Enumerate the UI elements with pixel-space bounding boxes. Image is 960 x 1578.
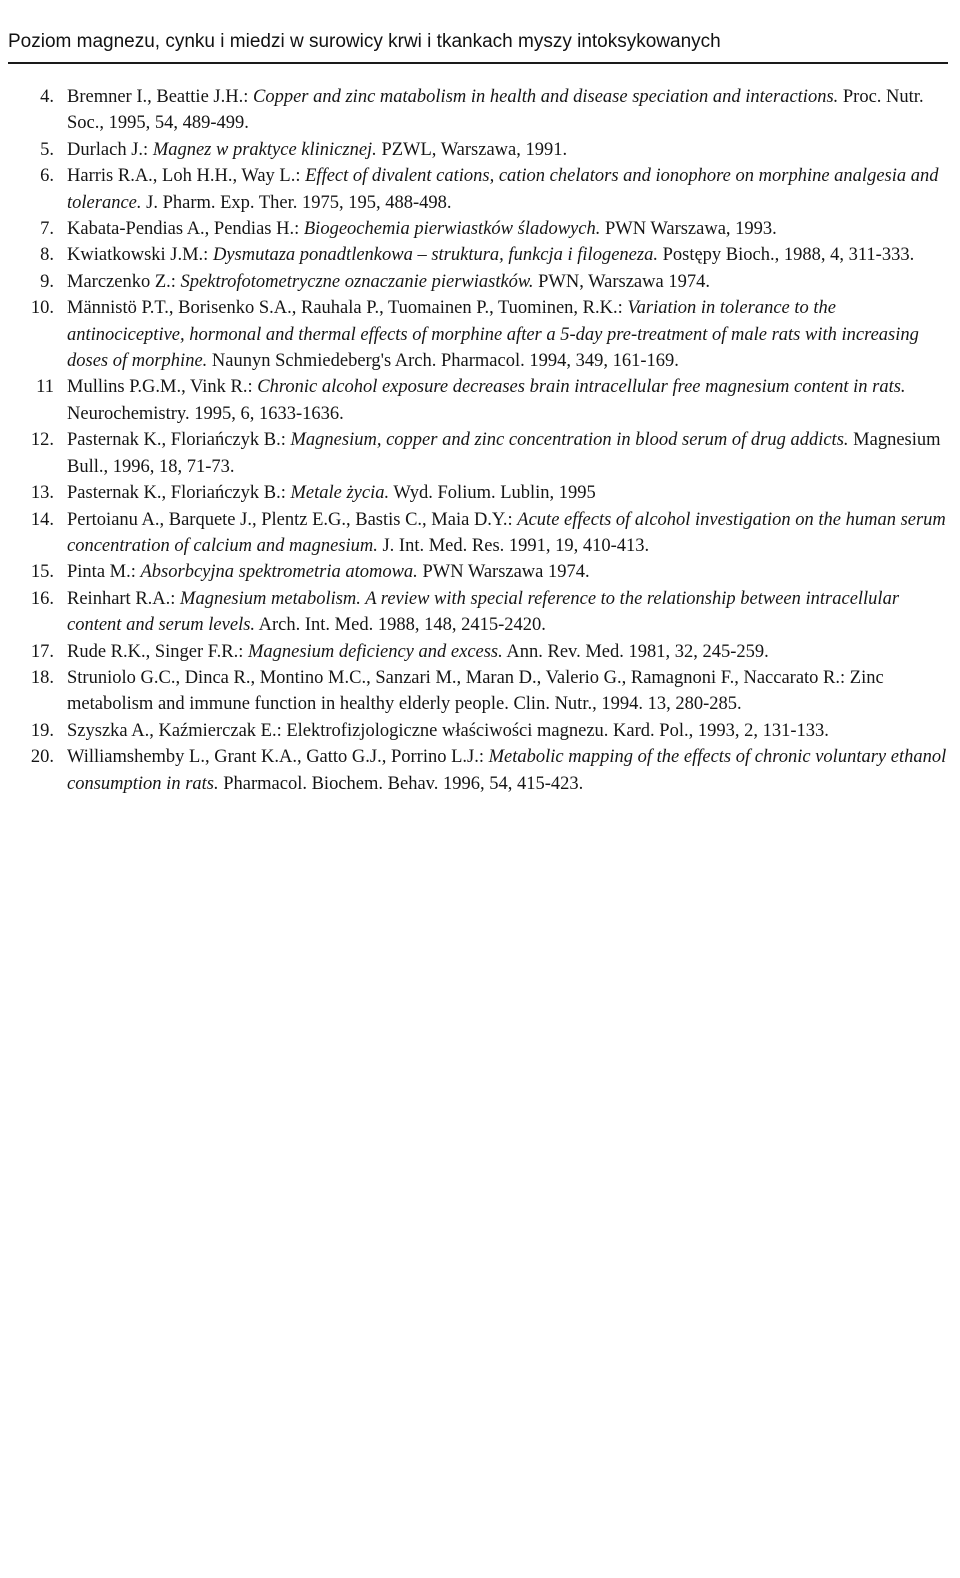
reference-source: Magnesium Bull., 1996, 18, 71-73. (67, 430, 941, 477)
reference-number: 12. (30, 430, 54, 451)
running-header: Poziom magnezu, cynku i miedzi w surowicy krwi i tkankach myszy intoksykowanych (8, 31, 721, 52)
reference-title: Absorbcyjna spektrometria atomowa. (140, 562, 418, 583)
reference-item (20, 480, 950, 506)
reference-number: 15. (30, 562, 54, 583)
reference-source: Neurochemistry. 1995, 6, 1633-1636. (67, 403, 344, 424)
reference-item (20, 216, 950, 242)
reference-authors: Durlach J.: (67, 139, 153, 160)
reference-authors: Rude R.K., Singer F.R.: (67, 641, 248, 662)
reference-item (20, 374, 950, 427)
reference-source: Pharmacol. Biochem. Behav. 1996, 54, 415-423. (218, 773, 584, 794)
reference-source: Arch. Int. Med. 1988, 148, 2415-2420. (255, 615, 546, 636)
reference-title: Magnez w praktyce klinicznej. (152, 139, 377, 160)
reference-list (20, 84, 950, 797)
reference-source: Naunyn Schmiedeberg's Arch. Pharmacol. 1994, 349, 161-169. (207, 351, 679, 372)
reference-title: Spektrofotometryczne oznaczanie pierwiastków. (180, 271, 534, 292)
reference-item (20, 84, 950, 137)
reference-title: Effect of divalent cations, cation chelators and ionophore on morphine analgesia and tolerance. (67, 166, 939, 213)
reference-title: Biogeochemia pierwiastków śladowych. (303, 219, 601, 240)
reference-item (20, 744, 950, 797)
reference-number: 18. (30, 667, 54, 688)
reference-number: 19. (30, 720, 54, 741)
reference-item (20, 639, 950, 665)
reference-title: Metabolic mapping of the effects of chronic voluntary ethanol consumption in rats. (67, 747, 947, 794)
reference-item (20, 665, 950, 718)
reference-number: 8. (40, 245, 54, 266)
reference-number: 16. (30, 588, 54, 609)
reference-authors: Harris R.A., Loh H.H., Way L.: (67, 166, 306, 187)
reference-authors: Mullins P.G.M., Vink R.: (67, 377, 258, 398)
reference-source: Proc. Nutr. Soc., 1995, 54, 489-499. (67, 87, 924, 134)
reference-item (20, 137, 950, 163)
reference-item (20, 507, 950, 560)
reference-title: Dysmutaza ponadtlenkowa – struktura, funkcja i filogeneza. (212, 245, 658, 266)
reference-title: Copper and zinc matabolism in health and disease speciation and interactions. (252, 87, 839, 107)
reference-title: Magnesium deficiency and excess. (247, 641, 503, 662)
header-rule (8, 62, 948, 64)
reference-authors: Kabata-Pendias A., Pendias H.: (67, 219, 304, 240)
reference-authors: Pasternak K., Floriańczyk B.: (67, 430, 291, 451)
reference-number: 13. (30, 483, 54, 504)
reference-item (20, 163, 950, 216)
reference-source: J. Int. Med. Res. 1991, 19, 410-413. (377, 535, 650, 556)
reference-title: Variation in tolerance to the antinociceptive, hormonal and thermal effects of morphine after a 5-day pre-treatment of male rats with increasing doses of morphine. (67, 298, 919, 372)
reference-number: 20. (30, 747, 54, 768)
reference-authors: Reinhart R.A.: (67, 588, 181, 609)
reference-authors: Pinta M.: (67, 562, 141, 583)
reference-number: 5. (40, 139, 54, 160)
reference-authors: Struniolo G.C., Dinca R., Montino M.C., Sanzari M., Maran D., Valerio G., Ramagnoni F., Naccarato R.: Zinc metabolism and immune function in healthy elderly people. Clin. Nutr., 1994. 13, 280-285. (67, 667, 884, 715)
reference-item (20, 586, 950, 639)
reference-title: Magnesium metabolism. A review with special reference to the relationship between intracellular content and serum levels. (67, 588, 900, 636)
reference-item (20, 718, 950, 744)
reference-title: Acute effects of alcohol investigation on the human serum concentration of calcium and magnesium. (67, 509, 946, 556)
reference-authors: Pasternak K., Floriańczyk B.: (67, 483, 291, 504)
reference-number: 9. (40, 271, 54, 292)
reference-number: 14. (30, 509, 54, 530)
reference-authors: Pertoianu A., Barquete J., Plentz E.G., Bastis C., Maia D.Y.: (67, 509, 518, 530)
reference-item (20, 427, 950, 480)
reference-source: Ann. Rev. Med. 1981, 32, 245-259. (502, 641, 769, 662)
reference-item (20, 269, 950, 295)
reference-authors: Männistö P.T., Borisenko S.A., Rauhala P., Tuomainen P., Tuominen, R.K.: (67, 298, 628, 319)
reference-title: Metale życia. (290, 483, 390, 504)
reference-authors: Bremner I., Beattie J.H.: (67, 87, 253, 107)
reference-number: 11 (36, 377, 54, 398)
reference-source: PWN Warszawa, 1993. (600, 219, 777, 240)
reference-authors: Williamshemby L., Grant K.A., Gatto G.J., Porrino L.J.: (67, 747, 489, 768)
reference-source: J. Pharm. Exp. Ther. 1975, 195, 488-498. (141, 192, 452, 213)
reference-number: 17. (30, 641, 54, 662)
reference-source: PZWL, Warszawa, 1991. (376, 139, 568, 160)
reference-source: Wyd. Folium. Lublin, 1995 (389, 483, 596, 504)
reference-source: PWN, Warszawa 1974. (533, 271, 710, 292)
reference-authors: Szyszka A., Kaźmierczak E.: Elektrofizjologiczne właściwości magnezu. Kard. Pol., 1993, 2, 131-133. (67, 720, 829, 741)
reference-number: 6. (40, 166, 54, 187)
reference-title: Chronic alcohol exposure decreases brain intracellular free magnesium content in rats. (257, 377, 906, 398)
reference-authors: Kwiatkowski J.M.: (67, 245, 213, 266)
reference-number: 4. (40, 87, 54, 107)
reference-number: 10. (30, 298, 54, 319)
reference-item (20, 295, 950, 374)
reference-title: Magnesium, copper and zinc concentration in blood serum of drug addicts. (290, 430, 849, 451)
reference-item (20, 559, 950, 585)
reference-item (20, 242, 950, 268)
reference-number: 7. (40, 219, 54, 240)
reference-authors: Marczenko Z.: (67, 271, 181, 292)
reference-source: PWN Warszawa 1974. (417, 562, 590, 583)
reference-source: Postępy Bioch., 1988, 4, 311-333. (657, 245, 915, 266)
